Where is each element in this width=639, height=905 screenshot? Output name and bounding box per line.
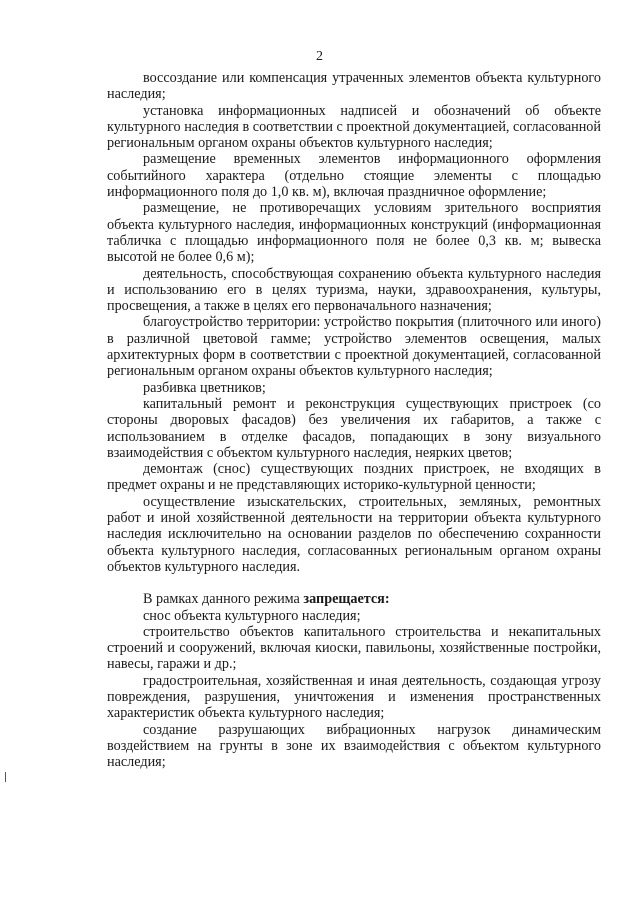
prohibited-item: градостроительная, хозяйственная и иная деятельность, создающая угрозу повреждения, разрушения, уничтожения и изменения пространственных характеристик объекта культурного наследия;: [107, 672, 601, 722]
paragraph: размещение временных элементов информационного оформления событийного характера (отдельно стоящие элементы с площадью информационного поля до 1,0 кв. м), включая праздничное оформление;: [107, 151, 601, 201]
scan-artifact-mark: [5, 772, 6, 782]
prohibited-intro: [107, 591, 601, 607]
prohibited-item: создание разрушающих вибрационных нагрузок динамическим воздействием на грунты в зоне их взаимодействия с объектом культурного наследия;: [107, 721, 601, 771]
prohibited-intro-text: В рамках данного режима: [143, 591, 304, 608]
paragraph: деятельность, способствующая сохранению объекта культурного наследия и использованию его в целях туризма, науки, здравоохранения, культуры, просвещения, а также в целях его первоначального назначения;: [107, 265, 601, 315]
document-body: [107, 70, 601, 770]
paragraph: демонтаж (снос) существующих поздних пристроек, не входящих в предмет охраны и не представляющих историко-культурной ценности;: [107, 461, 601, 494]
paragraph: капитальный ремонт и реконструкция существующих пристроек (со стороны дворовых фасадов) без увеличения их габаритов, а также с использованием в отделке фасадов, попадающих в зону визуального взаимодействия с объектом культурного наследия, неярких цветов;: [107, 395, 601, 461]
paragraph: размещение, не противоречащих условиям зрительного восприятия объекта культурного наследия, информационных конструкций (информационная табличка с площадью информационного поля не более 0,3 кв. м; вывеска высотой не более 0,6 м);: [107, 200, 601, 266]
prohibited-intro-bold: запрещается:: [303, 591, 390, 608]
paragraph: установка информационных надписей и обозначений об объекте культурного наследия в соответствии с проектной документацией, согласованной региональным органом охраны объектов культурного наследия;: [107, 102, 601, 152]
paragraph: осуществление изыскательских, строительных, земляных, ремонтных работ и иной хозяйственной деятельности на территории объекта культурного наследия исключительно на основании разделов по обеспечению сохранности объекта культурного наследия, согласованных региональным органом охраны объектов культурного наследия.: [107, 493, 601, 575]
paragraph: разбивка цветников;: [143, 379, 266, 396]
paragraph: благоустройство территории: устройство покрытия (плиточного или иного) в различной цветовой гамме; устройство элементов освещения, малых архитектурных форм в соответствии с проектной документацией, согласованной региональным органом охраны объектов культурного наследия;: [107, 314, 601, 380]
prohibited-item: снос объекта культурного наследия;: [143, 607, 361, 624]
page-number: 2: [316, 49, 323, 64]
prohibited-item: строительство объектов капитального строительства и некапитальных строений и сооружений, включая киоски, павильоны, хозяйственные постройки, навесы, гаражи и др.;: [107, 623, 601, 673]
paragraph: воссоздание или компенсация утраченных элементов объекта культурного наследия;: [107, 70, 601, 103]
